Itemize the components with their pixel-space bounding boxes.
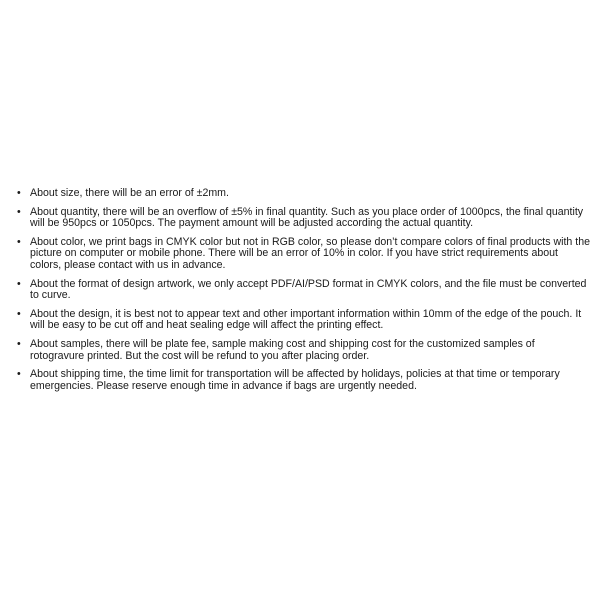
note-text: About quantity, there will be an overflow of ±5% in final quantity. Such as you place order of 1000pcs, the final quantity will be 950pcs or 1050pcs. The payment amount will be adjusted according the actual quantity. (30, 205, 584, 230)
note-text: About shipping time, the time limit for transportation will be affected by holidays, policies at that time or temporary emergencies. Please reserve enough time in advance if bags are urgently needed. (30, 368, 560, 392)
note-color (14, 237, 590, 272)
bullet-icon: • (17, 337, 21, 350)
note-quantity (14, 207, 590, 230)
bullet-icon: • (17, 368, 21, 381)
note-samples (14, 339, 590, 362)
bullet-icon: • (17, 307, 21, 320)
note-shipping-time (14, 369, 590, 392)
note-size (14, 188, 590, 200)
note-text: About samples, there will be plate fee, sample making cost and shipping cost for the customized samples of rotogravure printed. But the cost will be refund to you after placing order. (30, 337, 535, 362)
bullet-icon: • (17, 277, 21, 290)
note-artwork-format (14, 279, 590, 302)
note-text: About color, we print bags in CMYK color but not in RGB color, so please don’t compare colors of final products with the picture on computer or mobile phone. There will be an error of 10% in color. If you have strict requirements about colors, please contact with us in advance. (30, 235, 590, 271)
notes-list (14, 188, 590, 399)
note-text: About size, there will be an error of ±2mm. (30, 187, 229, 199)
note-text: About the design, it is best not to appear text and other important information within 10mm of the edge of the pouch. It will be easy to be cut off and heat sealing edge will affect the printing effect. (30, 307, 582, 332)
note-text: About the format of design artwork, we only accept PDF/AI/PSD format in CMYK colors, and the file must be converted to curve. (30, 277, 587, 302)
note-design (14, 309, 590, 332)
bullet-icon: • (17, 205, 21, 218)
bullet-icon: • (17, 187, 21, 199)
bullet-icon: • (17, 235, 21, 248)
